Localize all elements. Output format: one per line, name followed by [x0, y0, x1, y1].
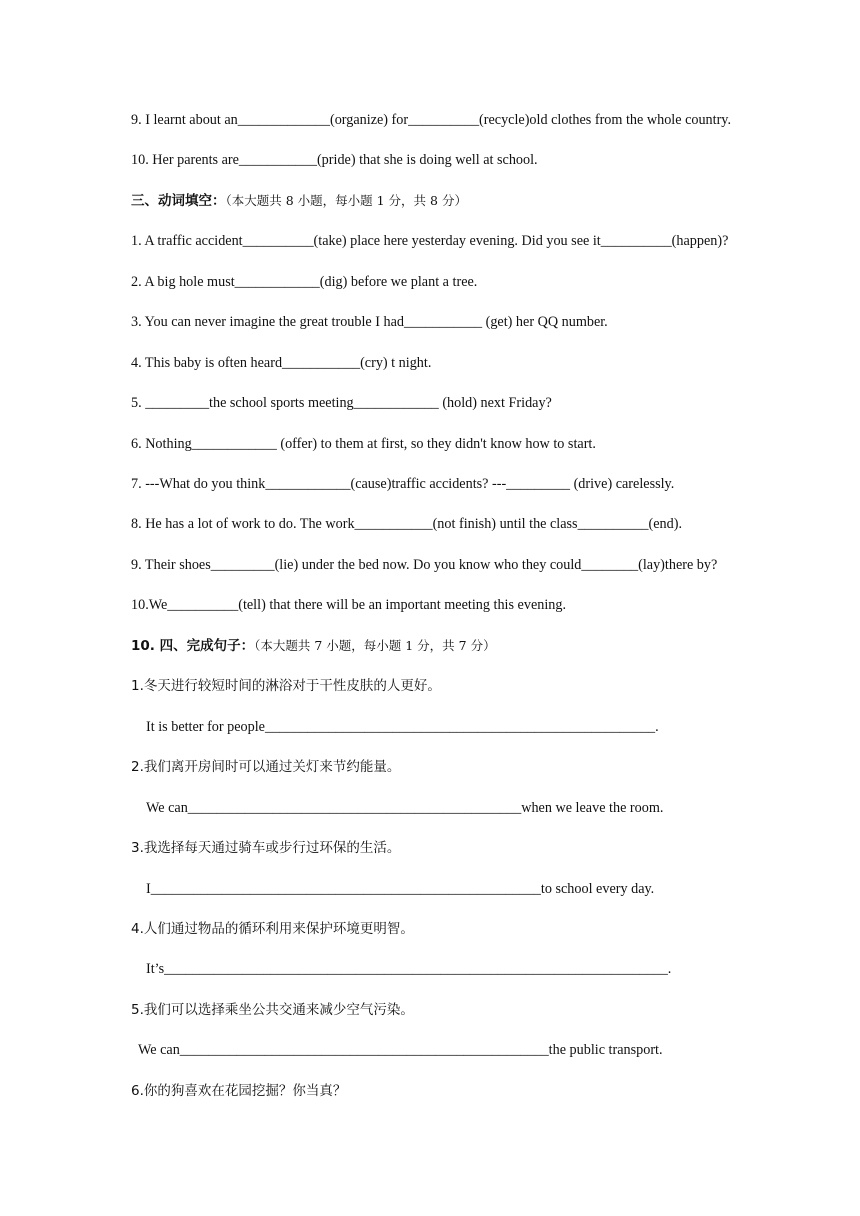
- verb-item-3: 3. You can never imagine the great trouble I had___________ (get) her QQ number.: [131, 314, 608, 330]
- sentence-2-chinese: 2.我们离开房间时可以通过关灯来节约能量。: [131, 759, 401, 775]
- verb-item-4: 4. This baby is often heard___________(cry) t night.: [131, 355, 432, 371]
- sentence-4-english: It’s_______________________________________________________________________.: [146, 961, 672, 977]
- section-3-heading: [131, 192, 467, 210]
- verb-item-8: 8. He has a lot of work to do. The work___________(not finish) until the class__________(end).: [131, 516, 682, 532]
- section-4-title: 10. 四、完成句子：: [131, 638, 255, 654]
- sentence-3-english: I_______________________________________________________to school every day.: [146, 881, 655, 897]
- section-4-heading: [131, 637, 496, 655]
- sentence-1-english: It is better for people_______________________________________________________.: [146, 719, 659, 735]
- exercise-2-item-10: 10. Her parents are___________(pride) that she is doing well at school.: [131, 152, 538, 168]
- verb-item-2: 2. A big hole must____________(dig) before we plant a tree.: [131, 274, 478, 290]
- sentence-5-english: We can____________________________________________________the public transport.: [138, 1042, 663, 1058]
- sentence-2-english: We can_______________________________________________when we leave the room.: [146, 800, 664, 816]
- verb-item-10: 10.We__________(tell) that there will be an important meeting this evening.: [131, 597, 567, 613]
- verb-item-5: 5. _________the school sports meeting____________ (hold) next Friday?: [131, 395, 552, 411]
- sentence-6-chinese: 6.你的狗喜欢在花园挖掘？你当真？: [131, 1083, 347, 1099]
- section-4-note: （本大题共 7 小题，每小题 1 分，共 7 分）: [254, 638, 496, 653]
- sentence-4-chinese: 4.人们通过物品的循环利用来保护环境更明智。: [131, 921, 414, 937]
- verb-item-9: 9. Their shoes_________(lie) under the bed now. Do you know who they could________(lay)there by?: [131, 557, 718, 573]
- sentence-5-chinese: 5.我们可以选择乘坐公共交通来减少空气污染。: [131, 1002, 414, 1018]
- section-3-title: 三、动词填空：: [131, 193, 226, 209]
- verb-item-1: 1. A traffic accident__________(take) place here yesterday evening. Did you see it__________(happen)?: [131, 233, 729, 249]
- sentence-1-chinese: 1.冬天进行较短时间的淋浴对于干性皮肤的人更好。: [131, 678, 441, 694]
- sentence-3-chinese: 3.我选择每天通过骑车或步行过环保的生活。: [131, 840, 401, 856]
- section-3-note: （本大题共 8 小题，每小题 1 分，共 8 分）: [225, 193, 467, 208]
- verb-item-7: 7. ---What do you think____________(cause)traffic accidents? ---_________ (drive) carelessly.: [131, 476, 675, 492]
- exercise-2-item-9: 9. I learnt about an_____________(organize) for__________(recycle)old clothes from the whole country.: [131, 112, 732, 128]
- verb-item-6: 6. Nothing____________ (offer) to them at first, so they didn't know how to start.: [131, 436, 596, 452]
